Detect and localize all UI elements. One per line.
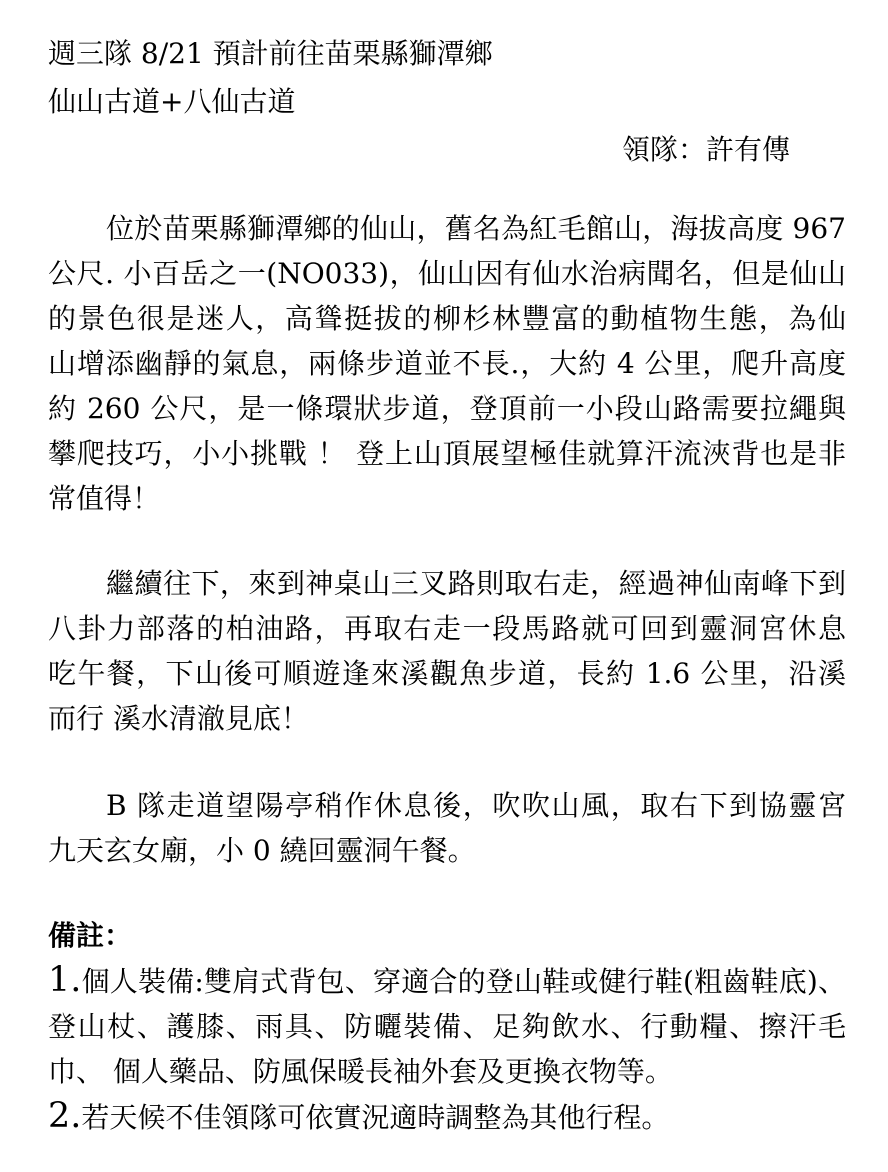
- text-line: 而行 溪水清澈見底！: [48, 702, 309, 735]
- text-line: 攀爬技巧，小小挑戰 ！ 登上山頂展望極佳就算汗流浹背也是非: [48, 437, 846, 470]
- text-line: 的景色很是迷人，高聳挺拔的柳杉林豐富的動植物生態，為仙: [48, 302, 846, 335]
- paragraph-b-team: [48, 783, 846, 873]
- text-line: 常值得！: [48, 482, 161, 515]
- note-item-number: 1.: [48, 960, 82, 1000]
- doc-leader-line: 領隊：許有傳: [621, 133, 790, 166]
- notes-section: [48, 913, 846, 1140]
- text-line: 九天玄女廟，小 0 繞回靈洞午餐。: [48, 834, 476, 867]
- notes-heading: 備註：: [48, 919, 133, 952]
- paragraph-intro: [48, 206, 846, 521]
- text-line: 繼續往下，來到神桌山三叉路則取右走，經過神仙南峰下到: [106, 567, 846, 600]
- paragraph-route: [48, 561, 846, 741]
- text-line: 登山杖、護膝、雨具、防曬裝備、足夠飲水、行動糧、擦汗毛: [48, 1010, 846, 1043]
- text-line: [48, 958, 846, 1004]
- text-line: 巾、 個人藥品、防風保暖長袖外套及更換衣物等。: [48, 1055, 673, 1088]
- doc-title-line-2: 仙山古道+八仙古道: [48, 85, 296, 118]
- note-item-text: 若天候不佳領隊可依實況適時調整為其他行程。: [81, 1101, 670, 1134]
- text-line: 公尺. 小百岳之一(NO033)，仙山因有仙水治病聞名，但是仙山: [48, 257, 846, 290]
- text-line: 約 260 公尺，是一條環狀步道，登頂前一小段山路需要拉繩與: [48, 392, 846, 425]
- note-item-number: 2.: [48, 1096, 82, 1136]
- text-line: 吃午餐，下山後可順遊逢來溪觀魚步道，長約 1.6 公里，沿溪: [48, 657, 846, 690]
- text-line: B 隊走道望陽亭稍作休息後，吹吹山風，取右下到協靈宮: [106, 789, 846, 822]
- doc-title-line-1: 週三隊 8/21 預計前往苗栗縣獅潭鄉: [48, 37, 493, 70]
- text-line: 位於苗栗縣獅潭鄉的仙山，舊名為紅毛館山，海拔高度 967: [106, 212, 846, 245]
- doc-header: [48, 30, 846, 174]
- text-line: 八卦力部落的柏油路，再取右走一段馬路就可回到靈洞宮休息: [48, 612, 846, 645]
- note-item-text: 個人裝備:雙肩式背包、穿適合的登山鞋或健行鞋(粗齒鞋底)、: [81, 965, 846, 998]
- text-line: 山增添幽靜的氣息，兩條步道並不長.，大約 4 公里，爬升高度: [48, 347, 846, 380]
- text-line: [48, 1094, 846, 1140]
- note-item: [48, 1094, 846, 1140]
- note-item: [48, 958, 846, 1094]
